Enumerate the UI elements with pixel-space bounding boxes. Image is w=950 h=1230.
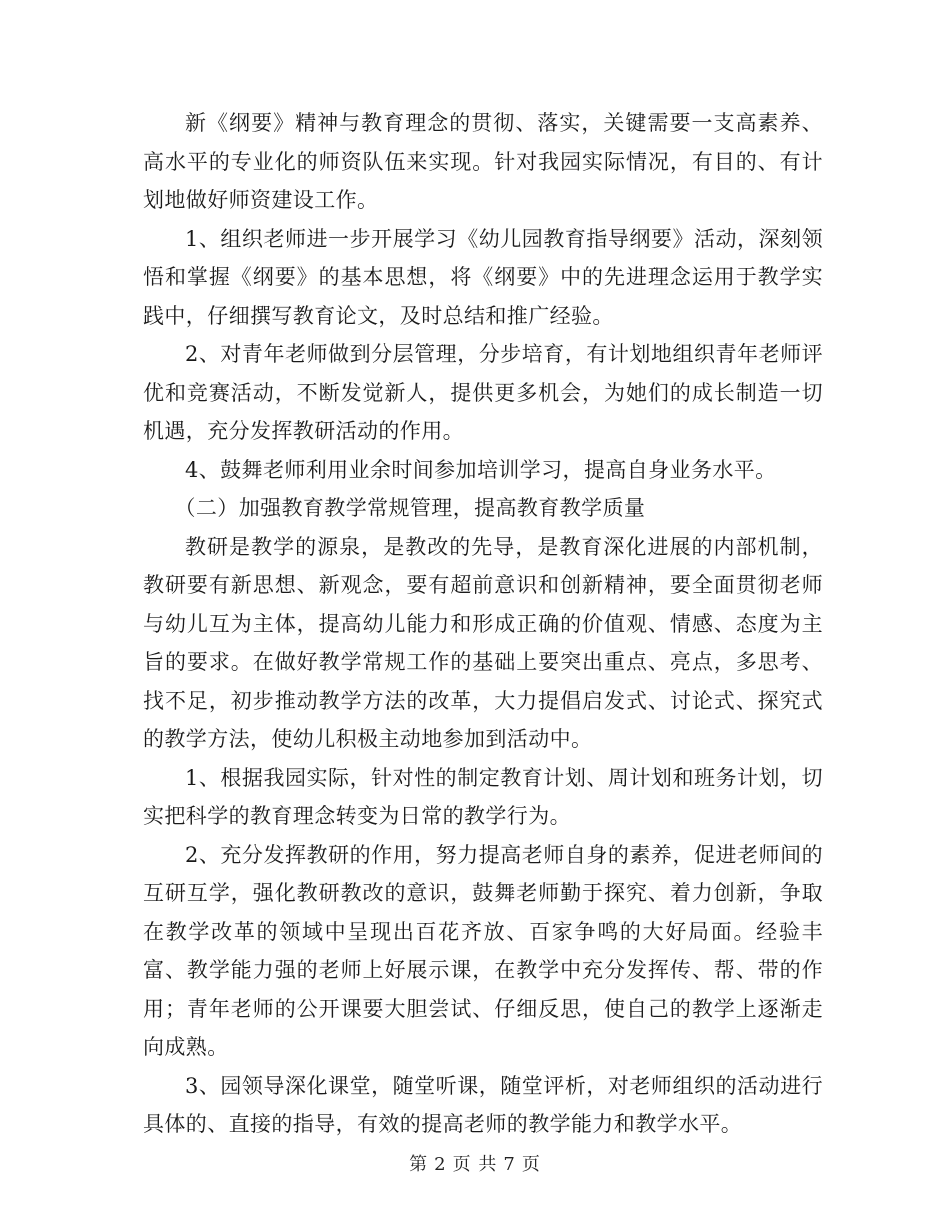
paragraph-item-2: 2、对青年老师做到分层管理，分步培育，有计划地组织青年老师评优和竞赛活动，不断发觉新人，提供更多机会，为她们的成长制造一切机遇，充分发挥教研活动的作用。	[143, 342, 823, 443]
paragraph-item-4: 4、鼓舞老师利用业余时间参加培训学习，提高自身业务水平。	[185, 457, 777, 482]
footer-suffix: 页	[521, 1154, 541, 1175]
total-pages-number: 7	[503, 1154, 516, 1175]
paragraph-section-item-1: 1、根据我园实际，针对性的制定教育计划、周计划和班务计划，切实把科学的教育理念转变为日常的教学行为。	[143, 765, 823, 828]
paragraph-section-item-2: 2、充分发挥教研的作用，努力提高老师自身的素养，促进老师间的互研互学，强化教研教改的意识，鼓舞老师勤于探究、着力创新，争取在教学改革的领域中呈现出百花齐放、百家争鸣的大好局面。经验丰富、教学能力强的老师上好展示课，在教学中充分发挥传、帮、带的作用；青年老师的公开课要大胆尝试、仔细反思，使自己的教学上逐渐走向成熟。	[143, 842, 823, 1059]
document-body	[143, 104, 823, 1144]
paragraph-item-1: 1、组织老师进一步开展学习《幼儿园教育指导纲要》活动，深刻领悟和掌握《纲要》的基本思想，将《纲要》中的先进理念运用于教学实践中，仔细撰写教育论文，及时总结和推广经验。	[143, 226, 823, 328]
section-heading: （二）加强教育教学常规管理，提高教育教学质量	[174, 496, 646, 520]
paragraph-section-item-3: 3、园领导深化课堂，随堂听课，随堂评析，对老师组织的活动进行具体的、直接的指导，有效的提高老师的教学能力和教学水平。	[143, 1073, 823, 1136]
current-page-number: 2	[434, 1154, 447, 1175]
footer-mid: 页 共	[452, 1154, 498, 1175]
page-footer	[0, 1150, 950, 1176]
paragraph-section-intro: 教研是教学的源泉，是教改的先导，是教育深化进展的内部机制，教研要有新思想、新观念，要有超前意识和创新精神，要全面贯彻老师与幼儿互为主体，提高幼儿能力和形成正确的价值观、情感、态度为主旨的要求。在做好教学常规工作的基础上要突出重点、亮点，多思考、找不足，初步推动教学方法的改革，大力提倡启发式、讨论式、探究式的教学方法，使幼儿积极主动地参加到活动中。	[143, 534, 823, 751]
paragraph-intro: 新《纲要》精神与教育理念的贯彻、落实，关键需要一支高素养、高水平的专业化的师资队伍来实现。针对我园实际情况，有目的、有计划地做好师资建设工作。	[143, 111, 823, 212]
footer-prefix: 第	[409, 1154, 429, 1175]
